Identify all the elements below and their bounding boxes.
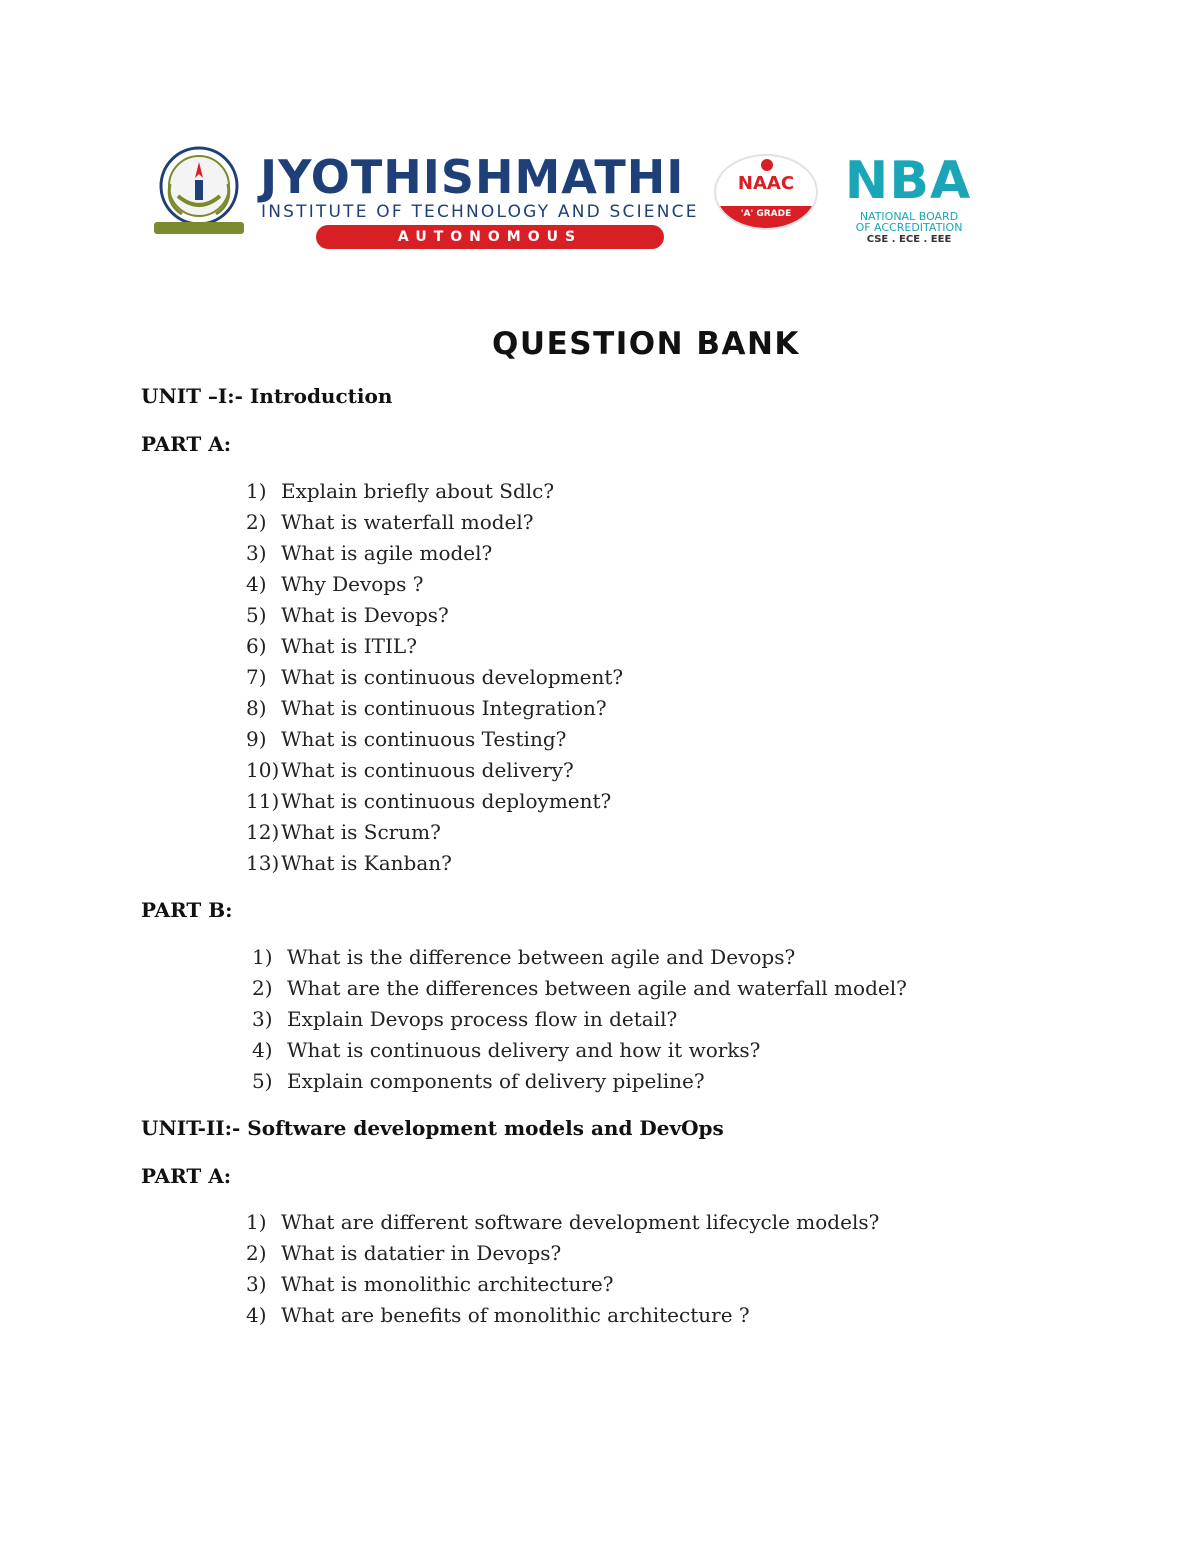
unit-heading: UNIT-II:- Software development models and DevOps: [141, 1116, 724, 1140]
question-text: What is datatier in Devops?: [281, 1241, 562, 1265]
nba-line1: NATIONAL BOARD: [859, 210, 959, 223]
question-number: 4): [246, 572, 267, 596]
question-text: What is continuous Testing?: [281, 727, 567, 751]
question-number: 3): [246, 1272, 267, 1296]
question-number: 11): [246, 789, 280, 813]
question-text: What are different software development lifecycle models?: [281, 1210, 880, 1234]
page-title: QUESTION BANK: [492, 326, 800, 362]
part-heading: PART A:: [141, 432, 232, 456]
question-number: 12): [246, 820, 280, 844]
institute-subtitle: INSTITUTE OF TECHNOLOGY AND SCIENCE: [261, 202, 699, 222]
question-text: What are benefits of monolithic architecture ?: [281, 1303, 750, 1327]
question-number: 7): [246, 665, 267, 689]
question-text: What is Devops?: [281, 603, 449, 627]
institute-name: JYOTHISHMATHI: [260, 150, 685, 204]
question-number: 8): [246, 696, 267, 720]
question-item: [246, 1207, 879, 1237]
question-text: What is waterfall model?: [281, 510, 534, 534]
question-number: 3): [252, 1007, 273, 1031]
question-number: 2): [246, 510, 267, 534]
question-number: 5): [252, 1069, 273, 1093]
question-text: Explain components of delivery pipeline?: [287, 1069, 705, 1093]
question-number: 4): [252, 1038, 273, 1062]
question-text: Explain Devops process flow in detail?: [287, 1007, 678, 1031]
part-heading: PART A:: [141, 1164, 232, 1188]
question-text: What is continuous Integration?: [281, 696, 607, 720]
question-number: 9): [246, 727, 267, 751]
question-text: What is monolithic architecture?: [281, 1272, 614, 1296]
question-text: What is ITIL?: [281, 634, 417, 658]
question-number: 5): [246, 603, 267, 627]
question-text: What is agile model?: [281, 541, 493, 565]
naac-grade: 'A' GRADE: [716, 206, 816, 228]
nba-line2: OF ACCREDITATION: [855, 221, 963, 234]
question-number: 4): [246, 1303, 267, 1327]
autonomous-banner: AUTONOMOUS: [316, 225, 664, 249]
question-text: What is the difference between agile and Devops?: [287, 945, 796, 969]
question-number: 1): [246, 1210, 267, 1234]
question-item: [246, 1269, 613, 1299]
question-number: 2): [252, 976, 273, 1000]
question-text: Why Devops ?: [281, 572, 424, 596]
question-number: 2): [246, 1241, 267, 1265]
naac-label: NAAC: [737, 173, 795, 194]
question-text: What is Scrum?: [281, 820, 441, 844]
unit-heading: UNIT –I:- Introduction: [141, 384, 393, 408]
question-text: What is continuous delivery?: [281, 758, 574, 782]
nba-branches: CSE . ECE . EEE: [866, 234, 952, 245]
question-number: 6): [246, 634, 267, 658]
question-text: What are the differences between agile and waterfall model?: [287, 976, 907, 1000]
nba-label: NBA: [844, 151, 972, 211]
question-text: What is continuous development?: [281, 665, 624, 689]
question-item: [246, 1300, 750, 1330]
question-text: Explain briefly about Sdlc?: [281, 479, 555, 503]
question-number: 13): [246, 851, 280, 875]
question-number: 3): [246, 541, 267, 565]
part-heading: PART B:: [141, 898, 233, 922]
question-number: 1): [246, 479, 267, 503]
question-number: 10): [246, 758, 280, 782]
question-item: [246, 1238, 561, 1268]
question-text: What is continuous delivery and how it works?: [287, 1038, 761, 1062]
question-text: What is Kanban?: [281, 851, 452, 875]
question-number: 1): [252, 945, 273, 969]
question-text: What is continuous deployment?: [281, 789, 612, 813]
